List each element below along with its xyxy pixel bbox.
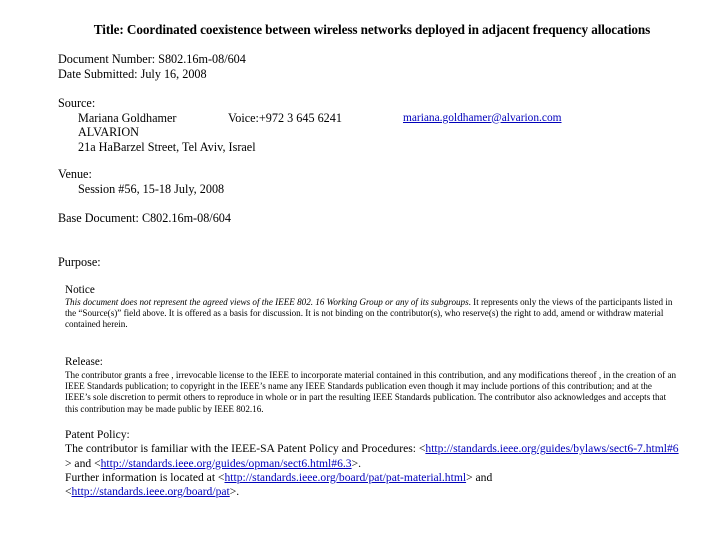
- patent-line1-prefix: The contributor is familiar with the IEEE-SA Patent Policy and Procedures: <: [65, 442, 426, 456]
- venue-heading: Venue:: [58, 167, 92, 181]
- notice-italic-text: This document does not represent the agreed views of the IEEE 802. 16 Working Group or any of its subgroups: [65, 297, 469, 307]
- page-title: Title: Coordinated coexistence between wireless networks deployed in adjacent frequency allocations: [93, 22, 651, 37]
- venue-value: Session #56, 15-18 July, 2008: [78, 181, 225, 196]
- purpose-heading: Purpose:: [58, 255, 101, 269]
- base-document: Base Document: C802.16m-08/604: [58, 211, 231, 225]
- date-submitted: Date Submitted: July 16, 2008: [58, 66, 207, 81]
- source-company: ALVARION: [78, 125, 139, 140]
- patent-link-pat-material[interactable]: http://standards.ieee.org/board/pat/pat-material.html: [224, 470, 467, 484]
- patent-between-1: > and <: [65, 456, 101, 470]
- patent-further-info-paragraph: [65, 471, 680, 485]
- patent-board-pat-paragraph: [65, 485, 680, 499]
- notice-heading: Notice: [65, 284, 95, 296]
- document-number: Document Number: S802.16m-08/604: [58, 52, 246, 66]
- source-name: Mariana Goldhamer: [78, 110, 177, 125]
- release-body: The contributor grants a free , irrevocable license to the IEEE to incorporate material contained in this contribution, and any modifications thereof , in the creation of an IEEE Standards publication; to copyright in the IEEE’s name any IEEE Standards publication even though it may include portions of this contribution; and at the IEEE’s sole discretion to permit others to reproduce in whole or in part the resulting IEEE Standards publication. The contributor also acknowledges and accepts that this contribution may be made public by IEEE 802.16.: [65, 370, 677, 414]
- patent-between-2: > and: [466, 470, 493, 484]
- source-address: 21a HaBarzel Street, Tel Aviv, Israel: [78, 139, 256, 154]
- venue-section: [58, 167, 224, 196]
- patent-link-opman[interactable]: http://standards.ieee.org/guides/opman/sect6.html#6.3: [100, 456, 352, 470]
- source-email-link[interactable]: mariana.goldhamer@alvarion.com: [403, 111, 562, 124]
- patent-policy-heading: Patent Policy:: [65, 428, 130, 441]
- notice-body: [65, 297, 677, 330]
- patent-after-4: >.: [229, 485, 240, 499]
- patent-link-bylaws[interactable]: http://standards.ieee.org/guides/bylaws/sect6-7.html#6: [425, 442, 679, 456]
- source-heading: Source:: [58, 96, 96, 110]
- notice-rest-text: . It represents only the views of the participants listed in the “Source(s)” field above. It is offered as a basis for discussion. It is not binding on the contributor(s), who reserve(s) the right to add, amend or withdraw material contained herein.: [65, 297, 673, 330]
- document-metadata: [58, 52, 246, 81]
- patent-link-board-pat[interactable]: http://standards.ieee.org/board/pat: [71, 485, 230, 499]
- patent-policy-paragraph: [65, 442, 680, 471]
- source-section: [58, 96, 688, 154]
- patent-policy-section: [65, 428, 680, 499]
- release-heading: Release:: [65, 356, 103, 368]
- patent-line2-prefix: Further information is located at <: [65, 470, 225, 484]
- source-contact-row: [58, 111, 688, 126]
- source-voice: Voice:+972 3 645 6241: [228, 110, 342, 125]
- patent-line3-prefix: <: [65, 485, 72, 499]
- patent-after-2: >.: [351, 456, 362, 470]
